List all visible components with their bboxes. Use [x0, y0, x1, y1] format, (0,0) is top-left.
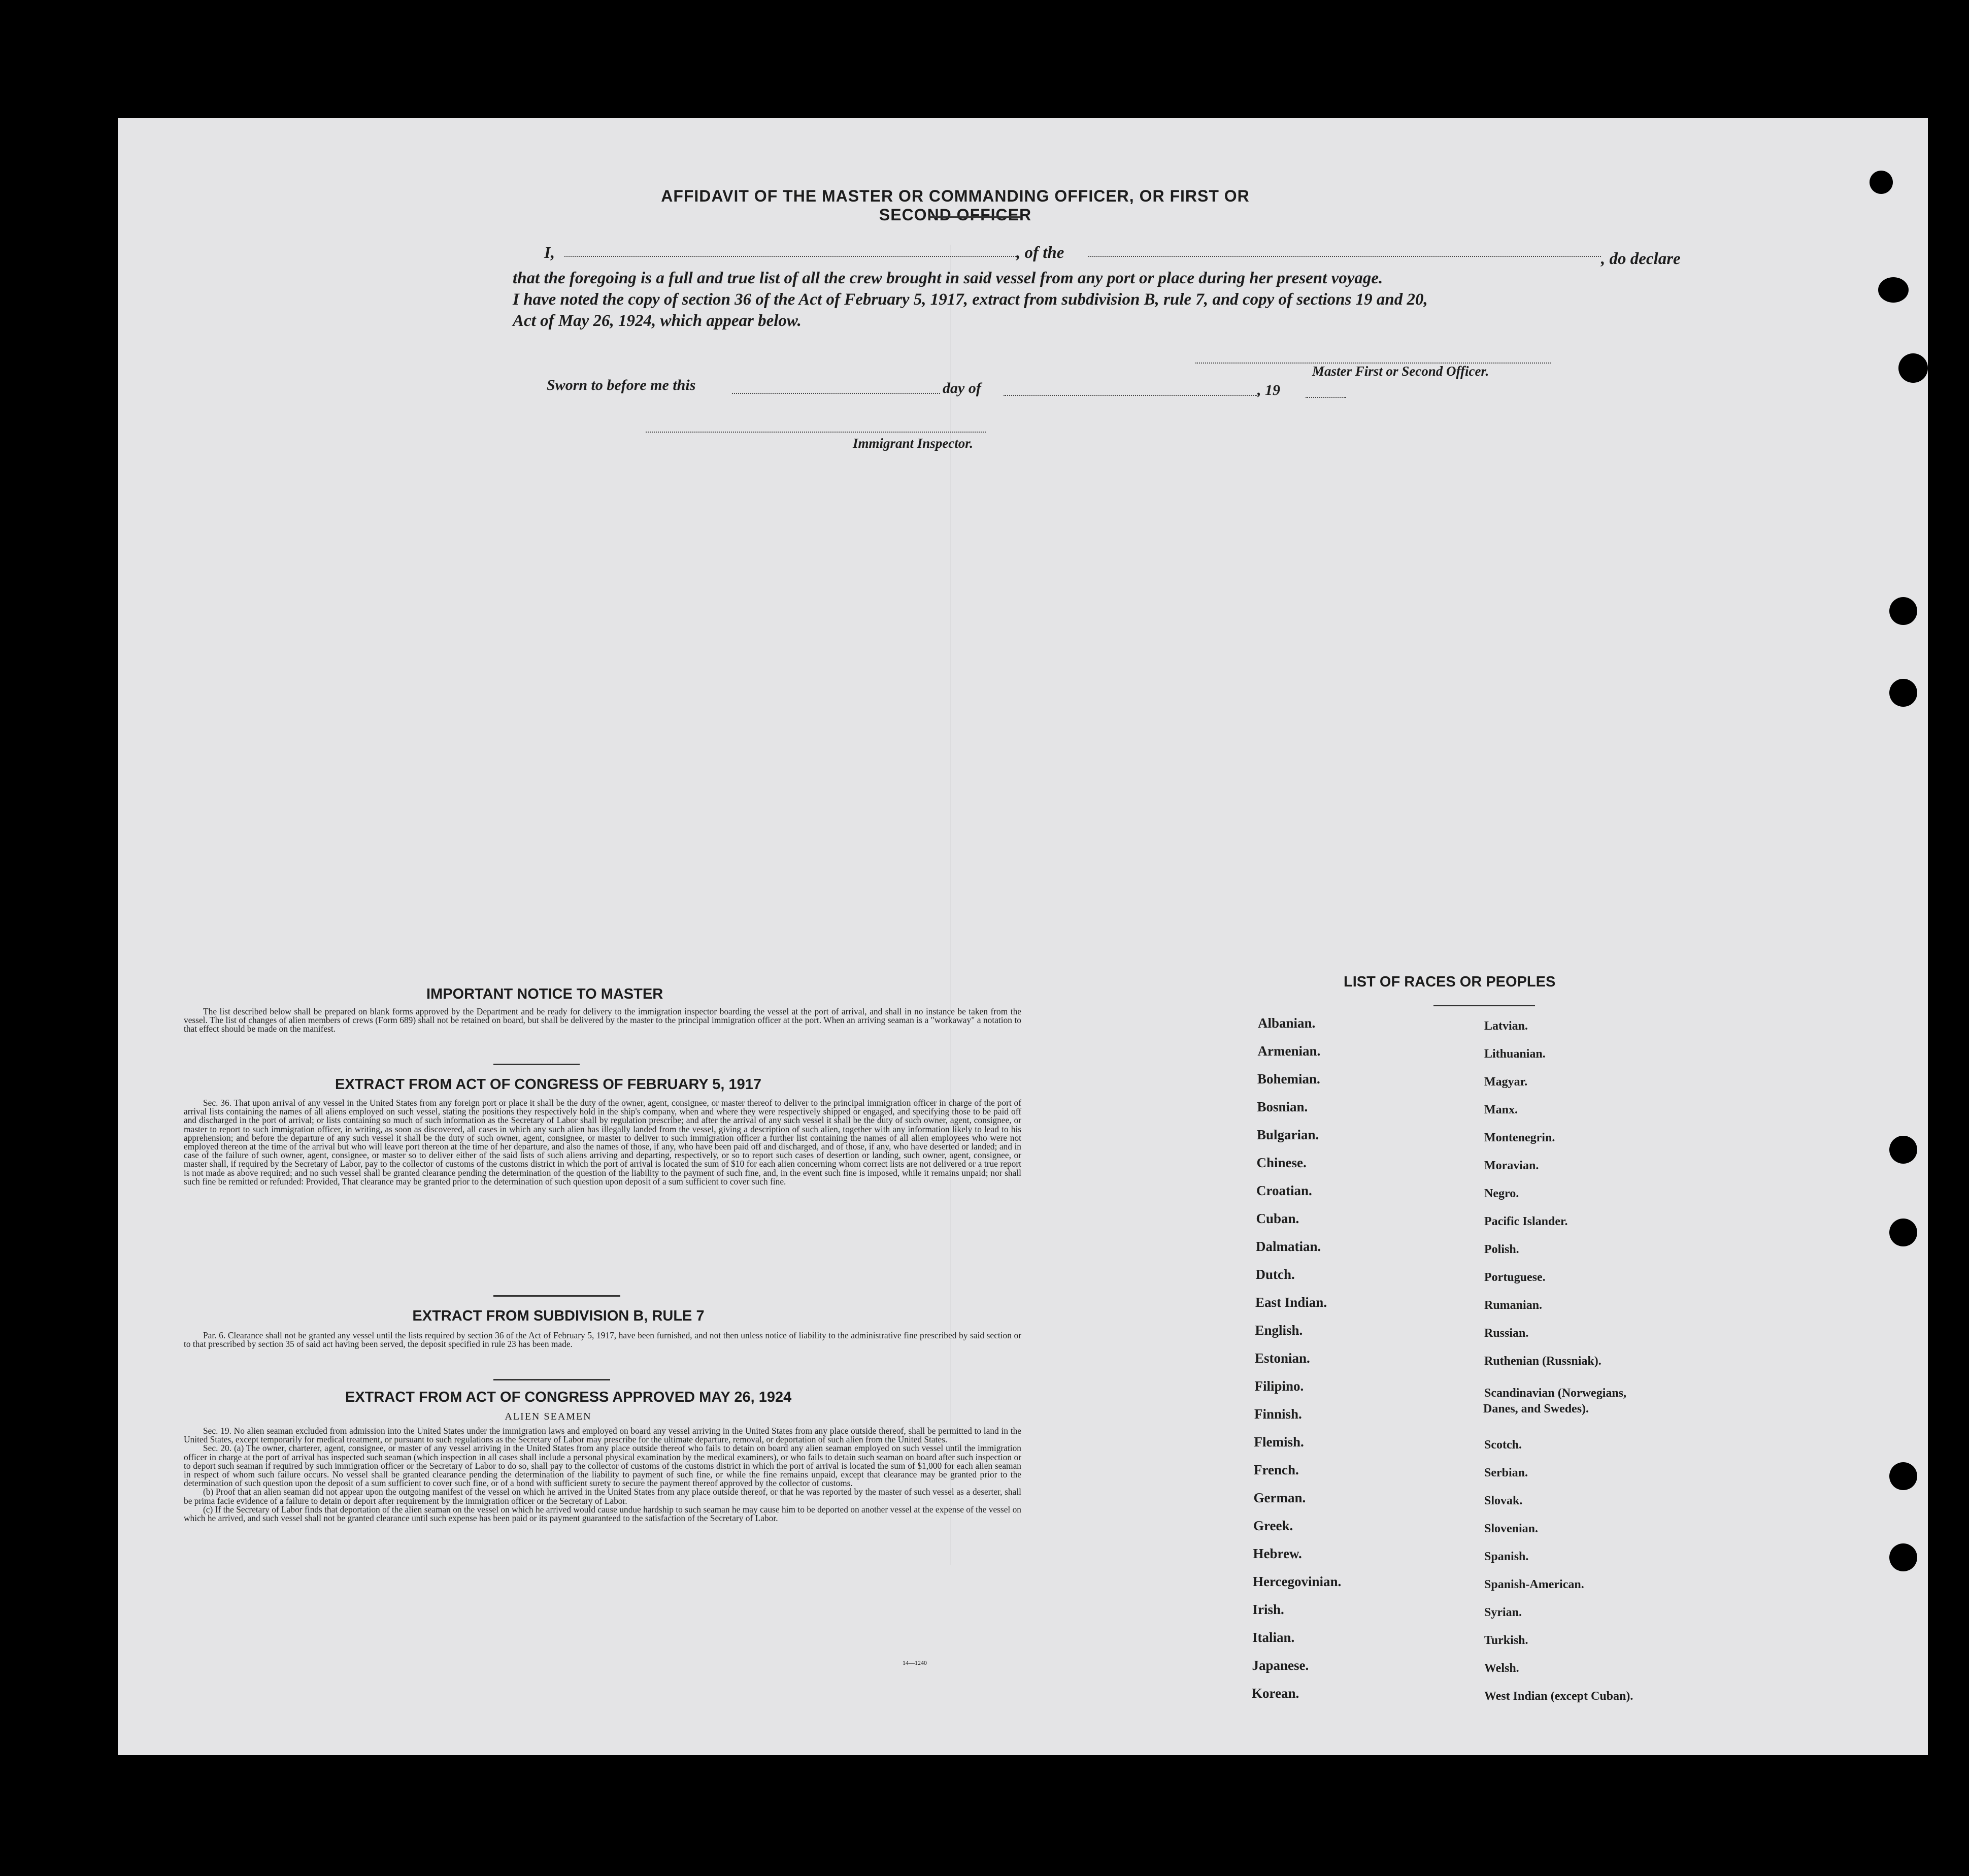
par6-paragraph: Par. 6. Clearance shall not be granted any vessel until the lists required by section 36 of the Act of February 5, 1917, have been furnished, and not then unless notice of liability to the administrative fine prescribed by said section or to that prescribed by section 35 of said act having been served, the deposit specified in rule 23 has been made. [184, 1330, 1021, 1350]
race-item: West Indian (except Cuban). [1484, 1690, 1633, 1703]
sworn-prefix: Sworn to before me this [547, 377, 696, 393]
race-item: Russian. [1484, 1327, 1529, 1340]
sec20b-paragraph: (b) Proof that an alien seaman did not appear upon the outgoing manifest of the vessel on which he arrived in the United States from any place outside thereof, or that he was reported by the master of such vessel as a deserter, shall be prima facie evidence of a failure to detain or deport after requirement by the immigration officer or the Secretary of Labor. [184, 1487, 1021, 1506]
race-item: Lithuanian. [1484, 1047, 1546, 1061]
divider-1917 [493, 1064, 580, 1065]
affidavit-of-the: , of the [1016, 244, 1064, 262]
race-item: German. [1253, 1490, 1306, 1505]
affidavit-line2: that the foregoing is a full and true list of all the crew brought in said vessel from any port or place during her present voyage. [513, 269, 1383, 287]
master-signature-label: Master First or Second Officer. [1312, 364, 1489, 379]
race-item: Cuban. [1256, 1211, 1299, 1226]
race-item: Dutch. [1255, 1267, 1295, 1282]
alien-seamen-subtitle: ALIEN SEAMEN [505, 1411, 592, 1422]
divider-1924 [493, 1379, 610, 1380]
race-item: Serbian. [1484, 1466, 1528, 1479]
binder-hole [1889, 1543, 1917, 1571]
race-item: Korean. [1252, 1686, 1299, 1701]
race-item: Welsh. [1484, 1662, 1519, 1675]
sec20a-paragraph: Sec. 20. (a) The owner, charterer, agent, consignee, or master of any vessel arriving in the United States from any place outside thereof who fails to detain on board any alien seaman employed on such vessel until the immigration officer in charge at the port of arrival has inspected such seaman (which inspection in all cases shall include a personal physical examination by the medical examiners), or who fails to detain such seaman on board after such inspection or to deport such seaman if required by such immigration officer or the Secretary of Labor to do so, shall pay to the collector of customs of the customs district in which the port of arrival is located the sum of $1,000 for each alien seaman in respect of whom such failure occurs. No vessel shall be granted clearance pending the determination of the liability to payment of such fine, or while the fine remains unpaid, except that clearance may be granted prior to the determination of such question upon the deposit of a sum sufficient to cover such fine, or of a bond with sufficient surety to secure the payment thereof approved by the collector of customs. [184, 1443, 1021, 1489]
race-item: Montenegrin. [1484, 1131, 1555, 1144]
extract-rule7-title: EXTRACT FROM SUBDIVISION B, RULE 7 [412, 1308, 705, 1324]
form-number: 14—1240 [903, 1659, 927, 1666]
race-item: French. [1254, 1462, 1299, 1477]
extract-1924-title: EXTRACT FROM ACT OF CONGRESS APPROVED MAY 26, 1924 [345, 1389, 792, 1405]
race-item: Polish. [1484, 1243, 1519, 1256]
race-item: Hercegovinian. [1253, 1574, 1342, 1589]
race-item: Scandinavian (Norwegians, [1484, 1387, 1627, 1400]
race-item: Hebrew. [1253, 1546, 1302, 1561]
race-item: English. [1255, 1323, 1303, 1338]
binder-hole [1878, 277, 1909, 303]
race-item: Chinese. [1256, 1155, 1307, 1170]
race-item: Bulgarian. [1257, 1127, 1319, 1142]
sworn-day-blank[interactable] [732, 393, 940, 394]
sec20c-paragraph: (c) If the Secretary of Labor finds that deportation of the alien seaman on the vessel on which he arrived would cause undue hardship to such seaman he may cause him to be deported on another vessel at the expense of the vessel on which he arrived, and such vessel shall not be granted clearance until such expense has been paid or its payment guaranteed to the satisfaction of the Secretary of Labor. [184, 1504, 1021, 1524]
document-page [118, 118, 1928, 1755]
race-item: Pacific Islander. [1484, 1215, 1568, 1228]
name-blank[interactable] [564, 256, 1016, 257]
binder-hole [1889, 1136, 1917, 1164]
race-item: Negro. [1484, 1187, 1519, 1200]
race-item: Bohemian. [1257, 1071, 1320, 1087]
affidavit-title-rule [929, 216, 1021, 218]
inspector-signature-line[interactable] [646, 432, 986, 433]
sworn-year-blank[interactable] [1306, 397, 1346, 398]
race-item: Japanese. [1252, 1658, 1309, 1673]
notice-paragraph: The list described below shall be prepared on blank forms approved by the Department and be ready for delivery to the immigration inspector boarding the vessel at the port of arrival, and shall in no instance be taken from the vessel. The list of changes of alien members of crews (Form 689) shall not be retained on board, but shall be delivered by the master to the principal immigration officer at the port. When an arriving seaman is a "workaway" a notation to that effect should be made on the manifest. [184, 1006, 1021, 1034]
race-item: Estonian. [1255, 1351, 1310, 1366]
race-item: Italian. [1252, 1630, 1295, 1645]
race-item: Bosnian. [1257, 1099, 1308, 1114]
inspector-label: Immigrant Inspector. [853, 436, 974, 451]
binder-hole [1889, 1219, 1917, 1246]
binder-hole [1889, 1462, 1917, 1490]
extract-1917-body [184, 1099, 1021, 1186]
race-item: East Indian. [1255, 1295, 1327, 1310]
race-item: Croatian. [1256, 1183, 1312, 1198]
race-item: Ruthenian (Russniak). [1484, 1355, 1601, 1368]
race-item: Portuguese. [1484, 1271, 1546, 1284]
race-item: Manx. [1484, 1103, 1518, 1116]
affidavit-line4: Act of May 26, 1924, which appear below. [513, 312, 802, 330]
race-item: Turkish. [1484, 1634, 1528, 1647]
race-item: Spanish. [1484, 1550, 1529, 1563]
race-item: Greek. [1253, 1518, 1293, 1533]
race-item: Slovenian. [1484, 1522, 1539, 1535]
extract-1924-body [184, 1427, 1021, 1523]
race-item: Dalmatian. [1256, 1239, 1321, 1254]
race-item: Latvian. [1484, 1019, 1528, 1033]
race-item: Armenian. [1257, 1043, 1321, 1059]
extract-rule7-body [184, 1331, 1021, 1348]
binder-hole [1870, 171, 1893, 194]
binder-hole [1889, 597, 1917, 625]
binder-hole [1898, 353, 1928, 383]
race-item: Flemish. [1254, 1434, 1304, 1450]
races-title-rule [1433, 1005, 1535, 1006]
race-item: Albanian. [1258, 1015, 1316, 1031]
binder-hole [1889, 679, 1917, 707]
affidavit-i: I, [544, 244, 555, 262]
race-item: Magyar. [1484, 1075, 1528, 1089]
sworn-month-blank[interactable] [1004, 395, 1257, 396]
race-item: Filipino. [1254, 1378, 1304, 1394]
race-item: Scotch. [1484, 1438, 1522, 1452]
affidavit-line3: I have noted the copy of section 36 of the Act of February 5, 1917, extract from subdivision B, rule 7, and copy of sections 19 and 20, [513, 290, 1428, 309]
race-item: Moravian. [1484, 1159, 1539, 1172]
notice-body [184, 1007, 1021, 1034]
sworn-day-of: day of [943, 380, 981, 397]
affidavit-title: AFFIDAVIT OF THE MASTER OR COMMANDING OFFICER, OR FIRST OR SECOND OFFICER [661, 187, 1250, 224]
race-item: Spanish-American. [1484, 1578, 1584, 1591]
race-item: Syrian. [1484, 1606, 1522, 1619]
races-title: LIST OF RACES OR PEOPLES [1344, 974, 1556, 990]
sec36-paragraph: Sec. 36. That upon arrival of any vessel in the United States from any foreign port or place it shall be the duty of the owner, agent, consignee, or master thereof to deliver to the principal immigration officer in charge of the port of arrival lists containing the names of all aliens employed on such vessel, stating the positions they respectively hold in the ship's company, when and where they were respectively shipped or engaged, and specifying those to be paid off and discharged in the port of arrival; or lists containing so much of such information as the Secretary of Labor shall by regulation prescribe; and after the arrival of any such vessel it shall be the duty of such owner, agent, consignee, or master to report to such immigration officer, in writing, as soon as discovered, all cases in which any such alien has illegally landed from the vessel, giving a description of such alien, together with any information likely to lead to his apprehension; and before the departure of any such vessel it shall be the duty of such owner, agent, consignee, or master to deliver to such immigration officer a further list containing the names of all alien employees who were not employed thereon at the time of the arrival but who will leave port thereon at the time of her departure, and also the names of those, if any, who have been paid off and discharged, and of those, if any, who have deserted or landed; and in case of the failure of such owner, agent, consignee, or master so to deliver either of the said lists of such aliens arriving and departing, respectively, or so to report such cases of desertion or landing, such owner, agent, consignee, or master shall, if required by the Secretary of Labor, pay to the collector of customs of the customs district in which the port of arrival is located the sum of $10 for each alien concerning whom correct lists are not delivered or a true report is not made as above required; and no such vessel shall be granted clearance pending the determination of the question of the liability to the payment of such fine, and, in the event such fine is imposed, while it remains unpaid; nor shall such fine be remitted or refunded: Provided, That clearance may be granted prior to the determination of such question upon deposit of a sum sufficient to cover such fine. [184, 1098, 1021, 1187]
race-item: Irish. [1252, 1602, 1284, 1617]
race-item: Rumanian. [1484, 1299, 1543, 1312]
affidavit-declare: , do declare [1601, 250, 1681, 268]
sec19-paragraph: Sec. 19. No alien seaman excluded from admission into the United States under the immigration laws and employed on board any vessel arriving in the United States from any place outside thereof, shall be permitted to land in the United States, except temporarily for medical treatment, or pursuant to such regulations as the Secretary of Labor may prescribe for the ultimate departure, removal, or deportation of such alien from the United States. [184, 1426, 1021, 1445]
extract-1917-title: EXTRACT FROM ACT OF CONGRESS OF FEBRUARY 5, 1917 [335, 1076, 762, 1093]
notice-title: IMPORTANT NOTICE TO MASTER [426, 986, 663, 1002]
race-item: Slovak. [1484, 1494, 1523, 1507]
race-item: Danes, and Swedes). [1483, 1402, 1589, 1416]
race-item: Finnish. [1254, 1406, 1302, 1422]
vessel-blank[interactable] [1088, 256, 1601, 257]
divider-rule7 [493, 1295, 620, 1297]
sworn-year: , 19 [1257, 382, 1280, 399]
